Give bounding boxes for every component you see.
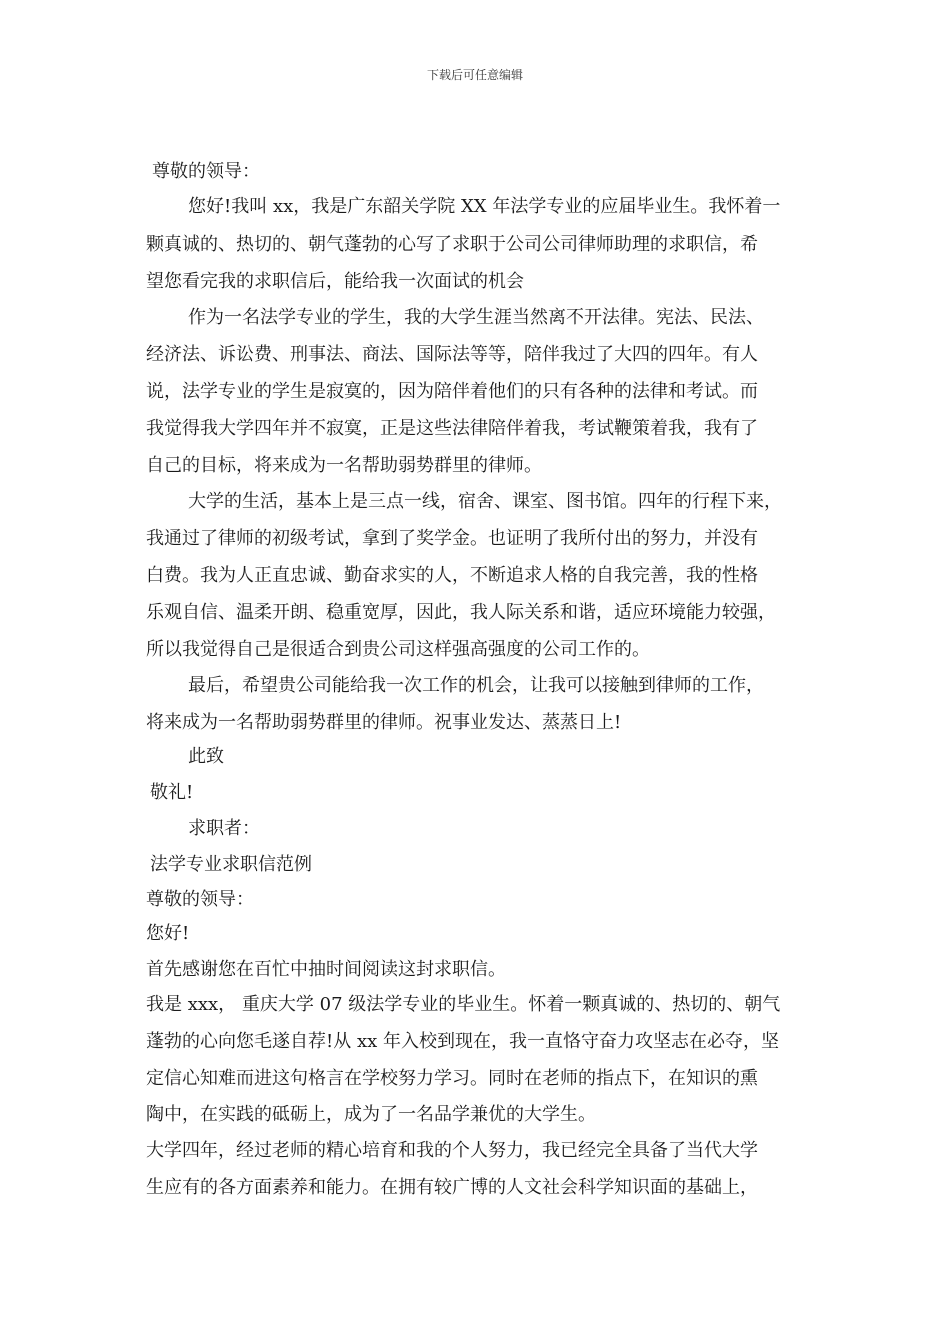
paragraph-line: 您好!我叫 xx，我是广东韶关学院 XX 年法学专业的应届毕业生。我怀着一 [188,196,781,217]
paragraph-line: 大学的生活，基本上是三点一线，宿舍、课室、图书馆。四年的行程下来， [188,491,782,512]
paragraph-line: 最后，希望贵公司能给我一次工作的机会，让我可以接触到律师的工作， [188,675,764,696]
paragraph-line: 我是 xxx， 重庆大学 07 级法学专业的毕业生。怀着一颗真诚的、热切的、朝气 [146,994,781,1015]
page-header: 下载后可任意编辑 [426,68,523,82]
paragraph-line: 我通过了律师的初级考试，拿到了奖学金。也证明了我所付出的努力，并没有 [146,528,758,549]
paragraph-line: 生应有的各方面素养和能力。在拥有较广博的人文社会科学知识面的基础上， [146,1177,758,1198]
paragraph-line: 作为一名法学专业的学生，我的大学生涯当然离不开法律。宪法、民法、 [188,307,764,328]
closing-line: 敬礼! [150,782,194,803]
paragraph-line: 经济法、诉讼费、刑事法、商法、国际法等等，陪伴我过了大四的四年。有人 [146,344,758,365]
closing-line: 此致 [188,746,224,767]
paragraph-line: 说，法学专业的学生是寂寞的，因为陪伴着他们的只有各种的法律和考试。而 [146,381,758,402]
paragraph-line: 白费。我为人正直忠诚、勤奋求实的人，不断追求人格的自我完善，我的性格 [146,565,758,586]
paragraph-line: 颗真诚的、热切的、朝气蓬勃的心写了求职于公司公司律师助理的求职信，希 [146,234,758,255]
paragraph-line: 大学四年，经过老师的精心培育和我的个人努力，我已经完全具备了当代大学 [146,1140,758,1161]
greeting: 您好! [146,923,190,944]
paragraph-line: 望您看完我的求职信后，能给我一次面试的机会 [146,271,524,292]
paragraph-line: 首先感谢您在百忙中抽时间阅读这封求职信。 [146,959,506,980]
salutation: 尊敬的领导： [152,161,260,182]
paragraph-line: 定信心知难而进这句格言在学校努力学习。同时在老师的指点下，在知识的熏 [146,1068,758,1089]
paragraph-line: 将来成为一名帮助弱势群里的律师。祝事业发达、蒸蒸日上! [146,712,622,733]
paragraph-line: 乐观自信、温柔开朗、稳重宽厚，因此，我人际关系和谐，适应环境能力较强， [146,602,776,623]
paragraph-line: 蓬勃的心向您毛遂自荐!从 xx 年入校到现在，我一直恪守奋力攻坚志在必夺，坚 [146,1031,779,1052]
paragraph-line: 所以我觉得自己是很适合到贵公司这样强高强度的公司工作的。 [146,639,650,660]
paragraph-line: 陶中，在实践的砥砺上，成为了一名品学兼优的大学生。 [146,1104,596,1125]
section-title: 法学专业求职信范例 [150,854,312,875]
salutation: 尊敬的领导： [146,889,254,910]
signature-line: 求职者： [188,818,260,839]
paragraph-line: 我觉得我大学四年并不寂寞，正是这些法律陪伴着我，考试鞭策着我，我有了 [146,418,758,439]
paragraph-line: 自己的目标，将来成为一名帮助弱势群里的律师。 [146,455,542,476]
